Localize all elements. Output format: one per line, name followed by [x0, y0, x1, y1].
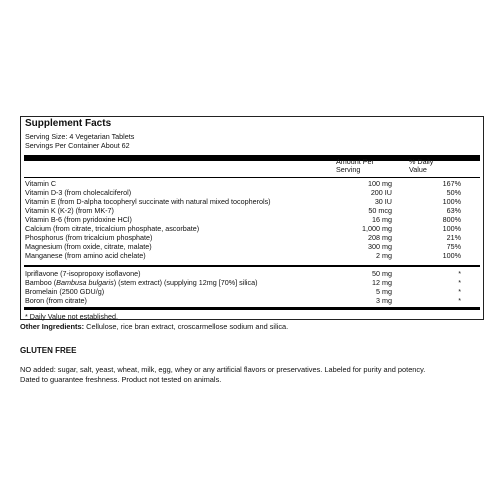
other-ingredients-text: Cellulose, rice bran extract, croscarmellose sodium and silica. [84, 322, 289, 331]
daily-value-note: * Daily Value not established. [25, 312, 118, 321]
ingredient-latin-name: Bambusa bulgaris [56, 278, 114, 287]
nutrient-row [24, 197, 480, 206]
nutrient-row [24, 179, 480, 188]
nutrient-name: Vitamin E (from D-alpha tocopheryl succinate with natural mixed tocopherols) [25, 197, 271, 206]
nutrient-amount: 100 mg [368, 179, 392, 188]
nutrient-dv: 100% [442, 197, 461, 206]
ingredient-dv: * [458, 296, 461, 305]
ingredient-amount: 12 mg [372, 278, 392, 287]
nutrient-dv: 167% [442, 179, 461, 188]
nutrient-amount: 1,000 mg [362, 224, 392, 233]
ingredient-dv: * [458, 269, 461, 278]
disclaimer-line-2: Dated to guarantee freshness. Product not tested on animals. [20, 375, 222, 384]
nutrient-name: Vitamin B-6 (from pyridoxine HCl) [25, 215, 132, 224]
ingredient-name: Ipriflavone (7-isopropoxy isoflavone) [25, 269, 141, 278]
dv-header-line2: Value [409, 165, 427, 174]
nutrient-name: Calcium (from citrate, tricalcium phosphate, ascorbate) [25, 224, 200, 233]
nutrient-dv: 21% [446, 233, 461, 242]
nutrient-dv: 100% [442, 251, 461, 260]
amount-header [336, 158, 374, 174]
ingredient-dv: * [458, 287, 461, 296]
nutrient-name: Manganese (from amino acid chelate) [25, 251, 146, 260]
header-divider [24, 177, 480, 178]
other-ingredients [20, 322, 288, 331]
nutrient-amount: 200 IU [370, 188, 392, 197]
bottom-divider [24, 307, 480, 310]
daily-value-header [409, 158, 433, 174]
other-ingredients-label: Other Ingredients: [20, 322, 85, 331]
other-ingredient-row [24, 296, 480, 305]
nutrient-row [24, 233, 480, 242]
ingredient-amount: 3 mg [376, 296, 392, 305]
nutrient-name: Vitamin K (K-2) (from MK-7) [25, 206, 114, 215]
ingredient-name [25, 278, 258, 287]
ingredient-name-pre: Bamboo ( [25, 278, 57, 287]
ingredient-dv: * [458, 278, 461, 287]
nutrient-row [24, 188, 480, 197]
nutrient-amount: 2 mg [376, 251, 392, 260]
nutrient-row [24, 206, 480, 215]
nutrient-amount: 300 mg [368, 242, 392, 251]
other-ingredient-row [24, 269, 480, 278]
section-divider [24, 265, 480, 267]
nutrient-name: Magnesium (from oxide, citrate, malate) [25, 242, 152, 251]
panel-title: Supplement Facts [25, 118, 112, 129]
ingredient-amount: 5 mg [376, 287, 392, 296]
nutrient-row [24, 215, 480, 224]
serving-size: Serving Size: 4 Vegetarian Tablets [25, 132, 135, 141]
nutrient-name: Phosphorus (from tricalcium phosphate) [25, 233, 153, 242]
servings-per-container: Servings Per Container About 62 [25, 141, 130, 150]
ingredient-name: Bromelain (2500 GDU/g) [25, 287, 105, 296]
amount-header-line2: Serving [336, 165, 361, 174]
disclaimer-line-1: NO added: sugar, salt, yeast, wheat, milk, egg, whey or any artificial flavors or preservatives. Labeled for purity and potency. [20, 365, 426, 374]
nutrient-dv: 50% [446, 188, 461, 197]
amount-header-line1: Amount Per [336, 157, 374, 166]
nutrient-dv: 75% [446, 242, 461, 251]
nutrient-dv: 63% [446, 206, 461, 215]
nutrient-dv: 100% [442, 224, 461, 233]
ingredient-name-post: ) (stem extract) (supplying 12mg [70%] silica) [113, 278, 258, 287]
other-ingredient-row [24, 287, 480, 296]
nutrient-amount: 16 mg [372, 215, 392, 224]
nutrient-name: Vitamin D-3 (from cholecalciferol) [25, 188, 132, 197]
nutrient-amount: 208 mg [368, 233, 392, 242]
nutrient-row [24, 224, 480, 233]
nutrient-name: Vitamin C [25, 179, 57, 188]
nutrient-row [24, 242, 480, 251]
nutrient-amount: 50 mcg [368, 206, 392, 215]
nutrient-dv: 800% [442, 215, 461, 224]
other-ingredient-row [24, 278, 480, 287]
ingredient-amount: 50 mg [372, 269, 392, 278]
nutrient-row [24, 251, 480, 260]
dv-header-line1: % Daily [409, 157, 434, 166]
gluten-free-heading: GLUTEN FREE [20, 346, 77, 355]
nutrient-amount: 30 IU [374, 197, 392, 206]
supplement-facts-panel [20, 116, 484, 320]
ingredient-name: Boron (from citrate) [25, 296, 87, 305]
